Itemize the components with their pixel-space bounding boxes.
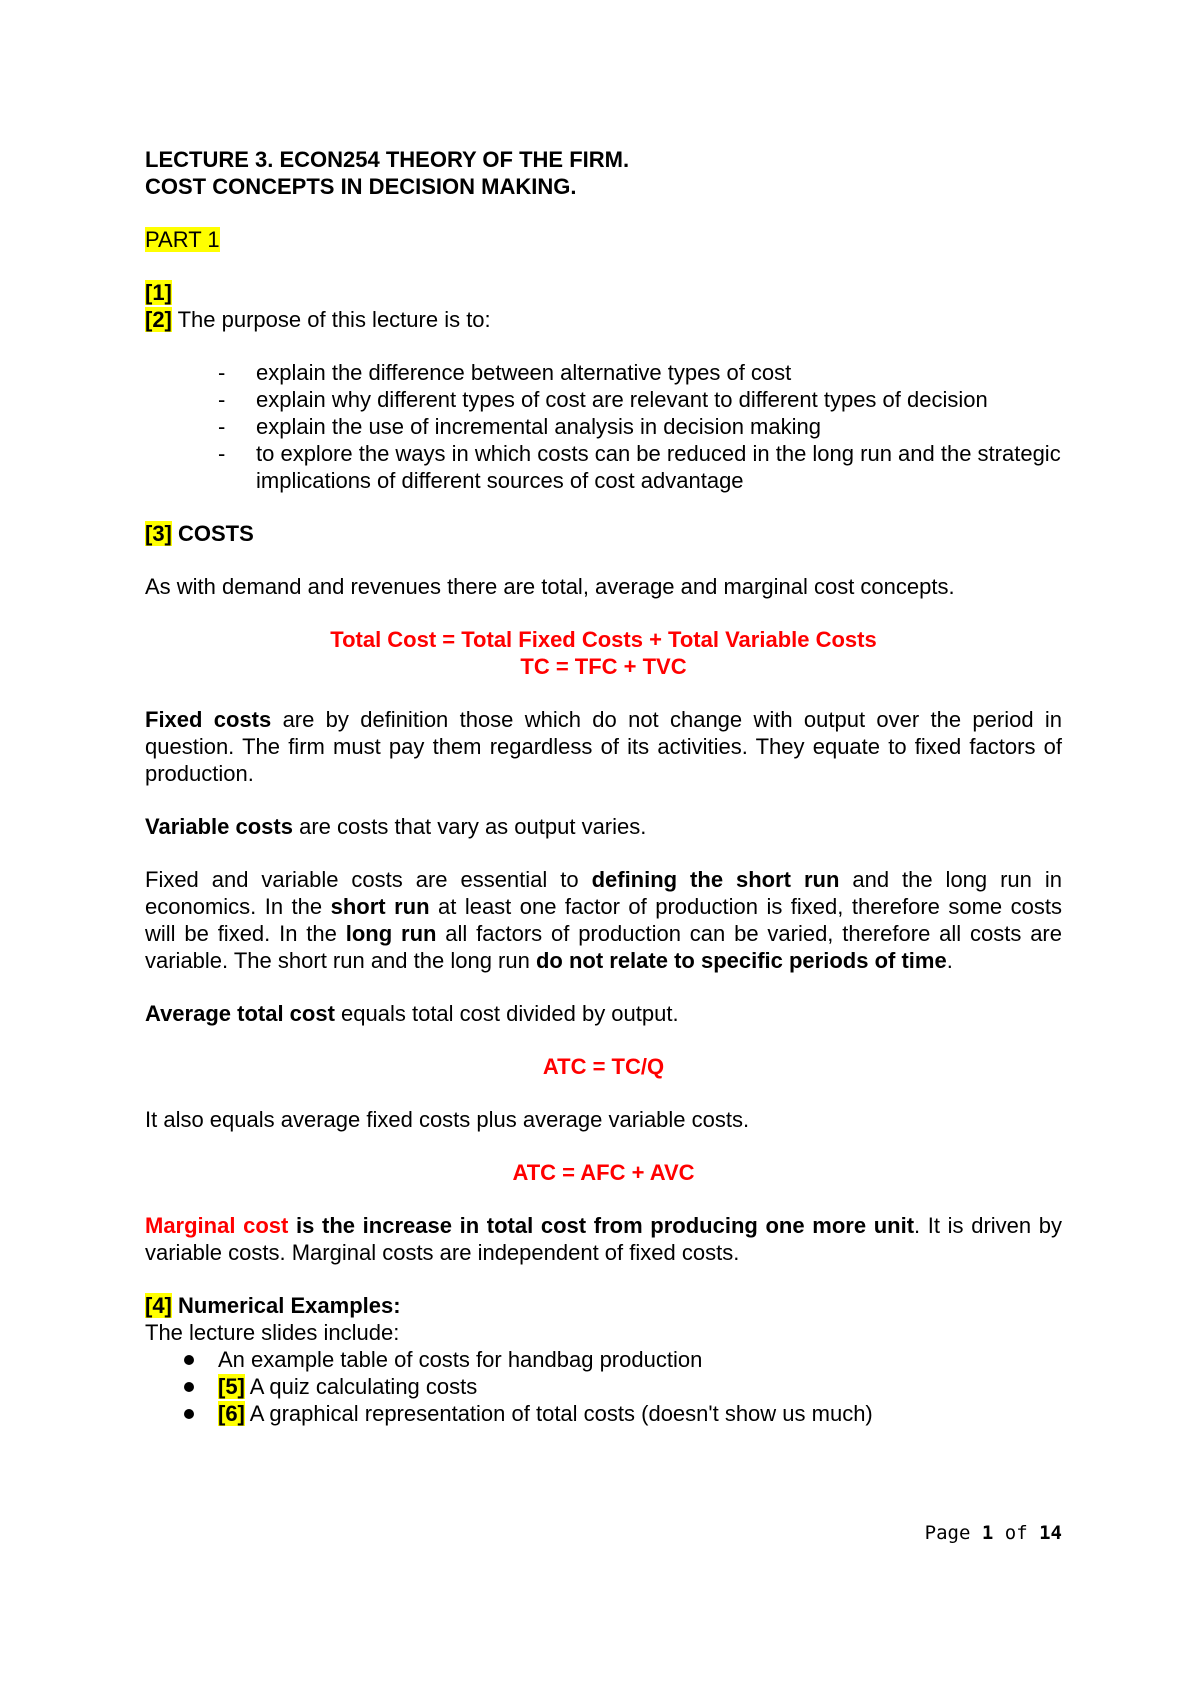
page-footer: Page 1 of 14 (924, 1522, 1062, 1544)
list-item: An example table of costs for handbag production (145, 1346, 1062, 1373)
ref-marker-4: [4] (145, 1293, 172, 1318)
list-item: - explain the difference between alternative types of cost (218, 360, 792, 385)
ref-marker-1: [1] (145, 280, 172, 305)
fixed-costs-paragraph: Fixed costs are by definition those which do not change with output over the period in question. The firm must pay them regardless of its activities. They equate to fixed factors of production. (145, 707, 1062, 786)
variable-costs-paragraph: Variable costs are costs that vary as output varies. (145, 814, 647, 839)
page-total: 14 (1039, 1522, 1062, 1544)
title-line-2: COST CONCEPTS IN DECISION MAKING. (145, 174, 577, 199)
costs-intro: As with demand and revenues there are total, average and marginal cost concepts. (145, 574, 955, 599)
list-item: [6] A graphical representation of total costs (doesn't show us much) (145, 1400, 1062, 1427)
bullet-icon (184, 1355, 194, 1365)
atc-equation-2: ATC = AFC + AVC (512, 1160, 695, 1185)
ref-marker-2: [2] (145, 307, 172, 332)
ref-1-line (145, 279, 1062, 306)
ref-marker-6: [6] (218, 1401, 245, 1426)
numerical-examples-heading: [4] Numerical Examples: (145, 1293, 401, 1318)
list-item: - explain the use of incremental analysis in decision making (218, 414, 821, 439)
purpose-intro: [2] The purpose of this lecture is to: (145, 307, 491, 332)
list-item: - explain why different types of cost are relevant to different types of decision (218, 387, 988, 412)
atc-equation-1: ATC = TC/Q (542, 1054, 665, 1079)
numerical-intro: The lecture slides include: (145, 1320, 400, 1345)
atc-definition: Average total cost equals total cost divided by output. (145, 1001, 679, 1026)
numerical-examples-list (145, 1346, 1062, 1427)
page-content (145, 146, 1062, 1427)
list-item: [5] A quiz calculating costs (145, 1373, 1062, 1400)
bullet-icon (184, 1382, 194, 1392)
marginal-cost-paragraph: Marginal cost is the increase in total cost from producing one more unit. It is driven by variable costs. Marginal costs are independent of fixed costs. (145, 1213, 1063, 1265)
title-line-1: LECTURE 3. ECON254 THEORY OF THE FIRM. (145, 147, 630, 172)
ref-marker-3: [3] (145, 521, 172, 546)
ref-marker-5: [5] (218, 1374, 245, 1399)
list-item: - to explore the ways in which costs can be reduced in the long run and the strategic implications of different sources of cost advantage (218, 441, 1061, 493)
total-cost-equation: Total Cost = Total Fixed Costs + Total Variable Costs (330, 627, 877, 652)
page-number: 1 (981, 1522, 994, 1544)
part-label: PART 1 (145, 227, 220, 252)
objectives-list (145, 359, 1062, 494)
short-long-run-paragraph: Fixed and variable costs are essential to defining the short run and the long run in economics. In the short run at least one factor of production is fixed, therefore some costs will be fixed. In the long run all factors of production can be varied, therefore all costs are variable. The short run and the long run do not relate to specific periods of time. (145, 867, 1062, 973)
tc-equation: TC = TFC + TVC (520, 654, 687, 679)
costs-heading: [3] COSTS (145, 521, 254, 546)
bullet-icon (184, 1409, 194, 1419)
atc-also-text: It also equals average fixed costs plus average variable costs. (145, 1107, 750, 1132)
lecture-title (145, 146, 1062, 200)
